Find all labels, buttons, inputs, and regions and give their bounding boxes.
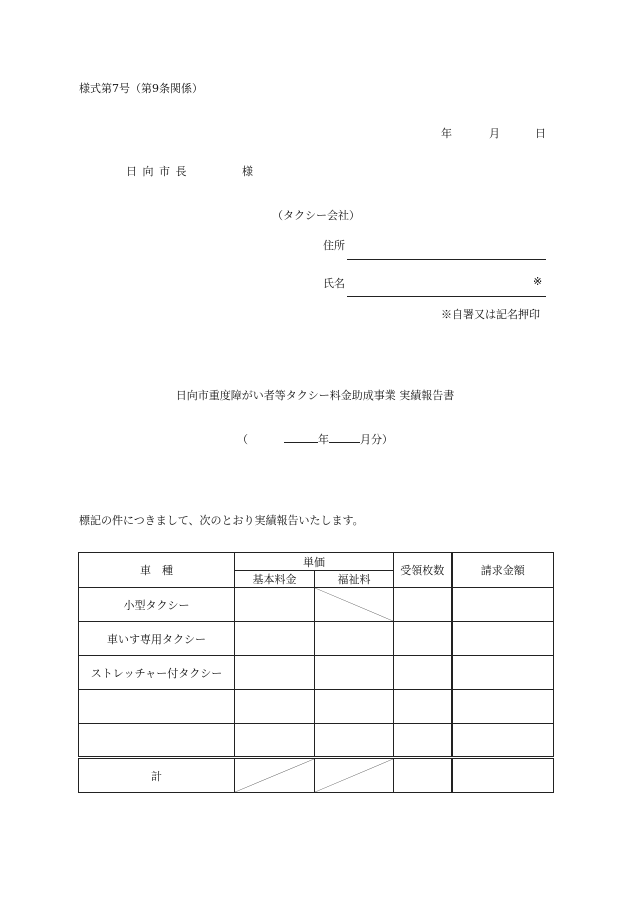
tickets-cell[interactable] (394, 656, 452, 690)
seal-mark: ※ (533, 275, 543, 288)
table-row (79, 724, 554, 758)
table-row (79, 690, 554, 724)
base-fare-cell[interactable] (235, 622, 315, 656)
period-month-label: 月分） (360, 433, 393, 446)
total-amount-cell[interactable] (452, 758, 554, 793)
report-table (78, 552, 554, 793)
addressee-honorific: 様 (242, 165, 254, 178)
name-label: 氏名 (323, 277, 345, 290)
diagonal-slash (315, 759, 393, 792)
company-label: （タクシー会社） (272, 209, 360, 222)
address-label: 住所 (323, 239, 345, 252)
header-tickets-received: 受領枚数 (394, 553, 452, 588)
name-field[interactable] (347, 296, 546, 297)
vehicle-cell[interactable] (79, 690, 235, 724)
header-vehicle-type: 車 種 (79, 553, 235, 588)
total-welfare-fee-cell (315, 758, 394, 793)
period-open: （ (237, 433, 248, 446)
date-year-label: 年 (441, 127, 452, 140)
header-unit-price: 単価 (235, 553, 394, 571)
amount-cell[interactable] (452, 690, 554, 724)
base-fare-cell[interactable] (235, 588, 315, 622)
period-year-label: 年 (318, 433, 329, 446)
tickets-cell[interactable] (394, 690, 452, 724)
amount-cell[interactable] (452, 588, 554, 622)
document-title: 日向市重度障がい者等タクシー料金助成事業 実績報告書 (175, 389, 455, 402)
addressee-city: 日 向 市 長 (126, 165, 188, 178)
base-fare-cell[interactable] (235, 690, 315, 724)
vehicle-cell: ストレッチャー付タクシー (79, 656, 235, 690)
amount-cell[interactable] (452, 622, 554, 656)
address-field[interactable] (347, 259, 546, 260)
form-number: 様式第7号（第9条関係） (79, 82, 203, 95)
period-year-field[interactable] (284, 431, 318, 443)
report-period (237, 431, 393, 447)
vehicle-cell: 車いす専用タクシー (79, 622, 235, 656)
welfare-fee-cell[interactable] (315, 724, 394, 758)
welfare-fee-cell[interactable] (315, 656, 394, 690)
amount-cell[interactable] (452, 724, 554, 758)
vehicle-cell[interactable] (79, 724, 235, 758)
table-row (79, 622, 554, 656)
table-row (79, 588, 554, 622)
header-welfare-fee: 福祉料 (315, 571, 394, 588)
tickets-cell[interactable] (394, 724, 452, 758)
period-month-field[interactable] (329, 431, 360, 443)
base-fare-cell[interactable] (235, 656, 315, 690)
base-fare-cell[interactable] (235, 724, 315, 758)
vehicle-cell: 小型タクシー (79, 588, 235, 622)
welfare-fee-cell[interactable] (315, 690, 394, 724)
date-day-label: 日 (535, 127, 546, 140)
welfare-fee-cell (315, 588, 394, 622)
diagonal-slash (315, 588, 393, 621)
header-base-fare: 基本料金 (235, 571, 315, 588)
total-label: 計 (79, 758, 235, 793)
total-row (79, 758, 554, 793)
amount-cell[interactable] (452, 656, 554, 690)
date-month-label: 月 (489, 127, 500, 140)
welfare-fee-cell[interactable] (315, 622, 394, 656)
header-claim-amount: 請求金額 (452, 553, 554, 588)
intro-text: 標記の件につきまして、次のとおり実績報告いたします。 (79, 514, 364, 527)
tickets-cell[interactable] (394, 622, 452, 656)
signature-note: ※自署又は記名押印 (441, 308, 540, 321)
tickets-cell[interactable] (394, 588, 452, 622)
diagonal-slash (235, 759, 314, 792)
table-row (79, 656, 554, 690)
total-tickets-cell[interactable] (394, 758, 452, 793)
total-base-fare-cell (235, 758, 315, 793)
